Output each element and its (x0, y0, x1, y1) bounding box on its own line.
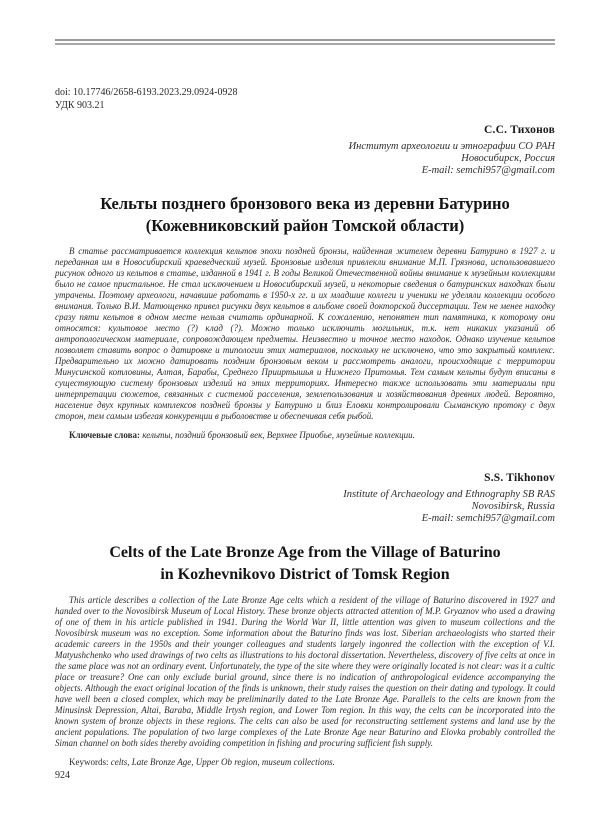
keywords-text-ru: кельты, поздний бронзовый век, Верхнее Приобье, музейные коллекции. (142, 430, 415, 440)
title-ru-line1: Кельты позднего бронзового века из деревни Батурино (100, 194, 510, 213)
affiliation-ru (55, 141, 555, 177)
article-title-ru (55, 193, 555, 237)
keywords-label-ru: Ключевые слова: (69, 430, 140, 440)
abstract-ru: В статье рассматривается коллекция кельтов эпохи поздней бронзы, найденная жителем деревни Батурино в 1927 г. и переданная им в Новосибирский краеведческий музей. Бронзовые изделия привлекли внимание М.П. Грязнова, использовавшего рисунок одного из кельтов в статье, изданной в 1941 г. В годы Великой Отечественной войны внимание к музейным коллекциям было не самое пристальное. Не стал исключением и Новосибирский музей, и некоторые сведения о батуринских находках были утрачены. Поэтому археологи, начавшие работать в 1950-х гг. и их младшие коллеги и ученики не уделяли коллекции особого внимания. Только В.И. Матющенко привел рисунки двух кельтов в альбоме своей докторской диссертации. Тем не менее находку сразу пяти кельтов в одном месте нельзя считать ординарной. К сожалению, непонятен тип памятника, к которому они относятся: культовое место (?) клад (?). Можно только исключить могильник, т.к. нет никаких указаний об антропологическом материале, сопровождающем предметы. Неизвестно и точное место находок. Однако изучение кельтов позволяет ставить вопрос о датировке и типологии этих материалов, поскольку не исключено, что это закрытый комплекс. Предварительно их можно датировать поздним бронзовым веком и рассмотреть аналоги, происходящие с территории Минусинской котловины, Алтая, Барабы, Среднего Прииртышья и Нижнего Притомья. Тем самым кельты будут вписаны в существующую систему бронзовых изделий на этих территориях. Интересно также использовать эти материалы при интерпретации сюжетов, связанных с системой расселения, землепользования и хозяйствования древних людей. Вероятно, население двух крупных комплексов поздней бронзы у Батурино и близ Еловки контролировали Сыманскую протоку с двух сторон, тем самым избегая конкуренции в рыболовстве и обеспечивая себя рыбой. (55, 246, 555, 421)
keywords-ru (55, 430, 555, 441)
affiliation-institute-ru: Институт археологии и этнографии СО РАН (348, 141, 555, 152)
udc-line: УДК 903.21 (55, 100, 105, 111)
affiliation-city-ru: Новосибирск, Россия (461, 153, 555, 164)
author-block-en (55, 471, 555, 525)
affiliation-en (55, 489, 555, 525)
author-name-ru: С.С. Тихонов (483, 124, 555, 136)
affiliation-city-en: Novosibirsk, Russia (471, 501, 555, 512)
keywords-text-en: celts, Late Bronze Age, Upper Ob region, museum collections. (110, 757, 335, 767)
abstract-en: This article describes a collection of the Late Bronze Age celts which a resident of the village of Baturino discovered in 1927 and handed over to the Novosibirsk Museum of Local History. These bronze objects attracted attention of M.P. Gryaznov who used a drawing of one of them in his article published in 1941. During the World War II, little attention was given to museum collections and the Novosibirsk museum was no exception. Some information about the Baturino finds was lost. Siberian archaeologists who started their academic careers in the 1950s and their younger colleagues and students largely ingonred the collection with the exception of V.I. Matyushchenko who used drawings of two celts as illustrations to his doctoral dissertation. Nevertheless, discovery of five celts at once in the same place was not an ordinary event. Unfortunately, the type of the site where they were originally located is not clear: was it a cultic place or treasure? One can only exclude burial ground, since there is no indication of anthropological evidence accompanying the objects. Although the exact original location of the finds is unknown, their study raises the question on their dating and typology. It could have well been a closed complex, which may be preliminarily dated to the Late Bronze Age. Parallels to the celts are known from the Minusinsk Depression, Altai, Baraba, Middle Irtysh region, and Lower Tom region. In this way, the celts can be incorporated into the known system of bronze objects in these regions. The celts can also be used for reconstructing settlement systems and land use by the ancient populations. The population of two large complexes of the Late Bronze Age near Baturino and Elovka probably controlled the Siman channel on both sides thereby avoiding competition in fishing and procuring sufficient fish supply. (55, 595, 555, 748)
title-en-line2: in Kozhevnikovo District of Tomsk Region (160, 566, 450, 583)
author-name-en: S.S. Tikhonov (484, 472, 555, 484)
title-en-line1: Celts of the Late Bronze Age from the Village of Baturino (109, 544, 501, 561)
page-number: 924 (55, 770, 70, 781)
author-block-ru (55, 123, 555, 177)
affiliation-email-en: E-mail: semchi957@gmail.com (421, 513, 555, 524)
doi-line: doi: 10.17746/2658-6193.2023.29.0924-0928 (55, 87, 238, 98)
keywords-en (55, 757, 555, 768)
header-double-rule (55, 39, 555, 45)
keywords-label-en: Keywords: (69, 757, 109, 767)
article-title-en (55, 542, 555, 586)
title-ru-line2: (Кожевниковский район Томской области) (145, 216, 465, 235)
affiliation-email-ru: E-mail: semchi957@gmail.com (421, 165, 555, 176)
affiliation-institute-en: Institute of Archaeology and Ethnography SB RAS (343, 489, 555, 500)
article-meta (55, 86, 555, 112)
